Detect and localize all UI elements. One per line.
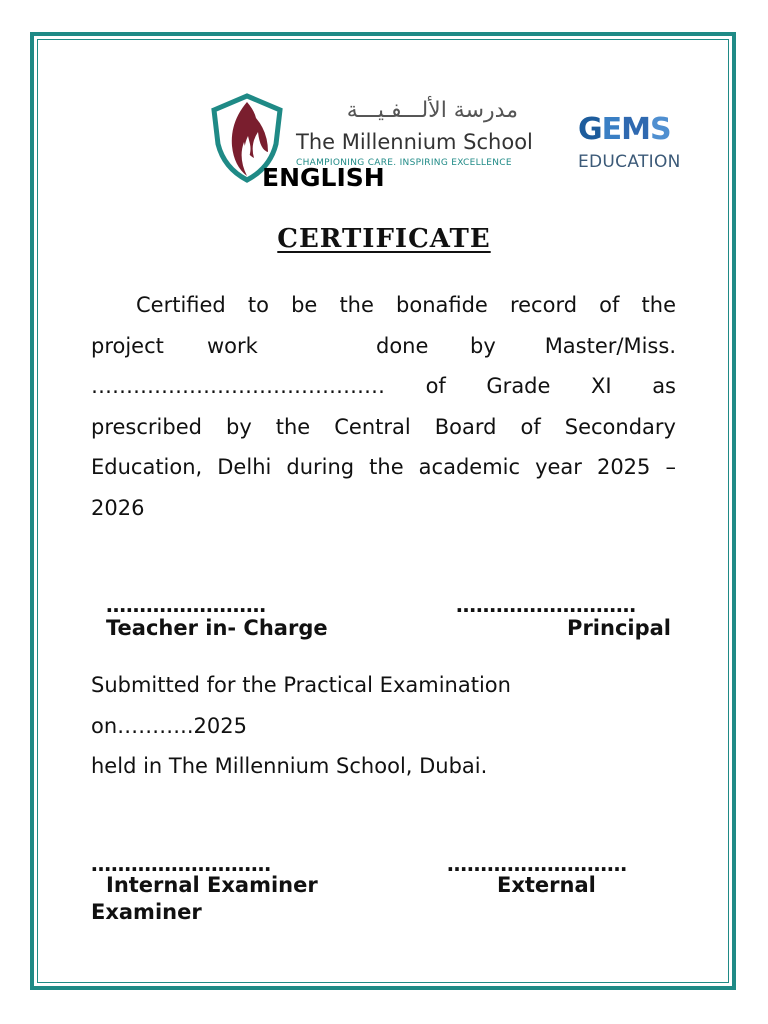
paragraph-line: 2026 <box>91 495 145 520</box>
paragraph-line: project work done by Master/Miss. <box>91 333 676 358</box>
signature-line-internal-examiner: ……………………… <box>91 852 271 876</box>
school-tagline: CHAMPIONING CARE. INSPIRING EXCELLENCE <box>296 158 512 168</box>
paragraph-line: …………………………………… of Grade XI as <box>91 374 676 398</box>
principal-label: Principal <box>567 616 671 640</box>
paragraph-line: Education, Delhi during the academic year 2025 – <box>91 455 676 479</box>
submission-date-line: on………..2025 <box>91 713 247 738</box>
teacher-in-charge-label: Teacher in- Charge <box>106 616 328 640</box>
gems-wordmark: GEMS <box>578 112 671 147</box>
paragraph-line: prescribed by the Central Board of Secondary <box>91 414 676 439</box>
signature-line-principal: ……………………… <box>456 593 636 617</box>
certification-paragraph <box>91 290 676 533</box>
submission-line: held in The Millennium School, Dubai. <box>91 754 488 778</box>
submission-paragraph <box>91 670 511 792</box>
gems-education-logo <box>578 112 681 180</box>
certificate-title: CERTIFICATE <box>277 224 491 254</box>
signature-line-teacher: …………………… <box>106 593 266 617</box>
external-examiner-label-continued: Examiner <box>91 900 202 924</box>
signature-line-external-examiner: ……………………… <box>447 852 627 876</box>
internal-examiner-label: Internal Examiner <box>106 873 318 897</box>
school-name-arabic: مدرسة الألـــفـيـــة <box>346 98 518 123</box>
paragraph-line: Certified to be the bonafide record of the <box>136 293 676 317</box>
external-examiner-label: External <box>497 873 596 897</box>
school-name: The Millennium School <box>296 130 533 154</box>
submission-line: Submitted for the Practical Examination <box>91 673 511 697</box>
subject-heading: ENGLISH <box>262 163 385 192</box>
gems-subtitle: EDUCATION <box>578 152 681 172</box>
